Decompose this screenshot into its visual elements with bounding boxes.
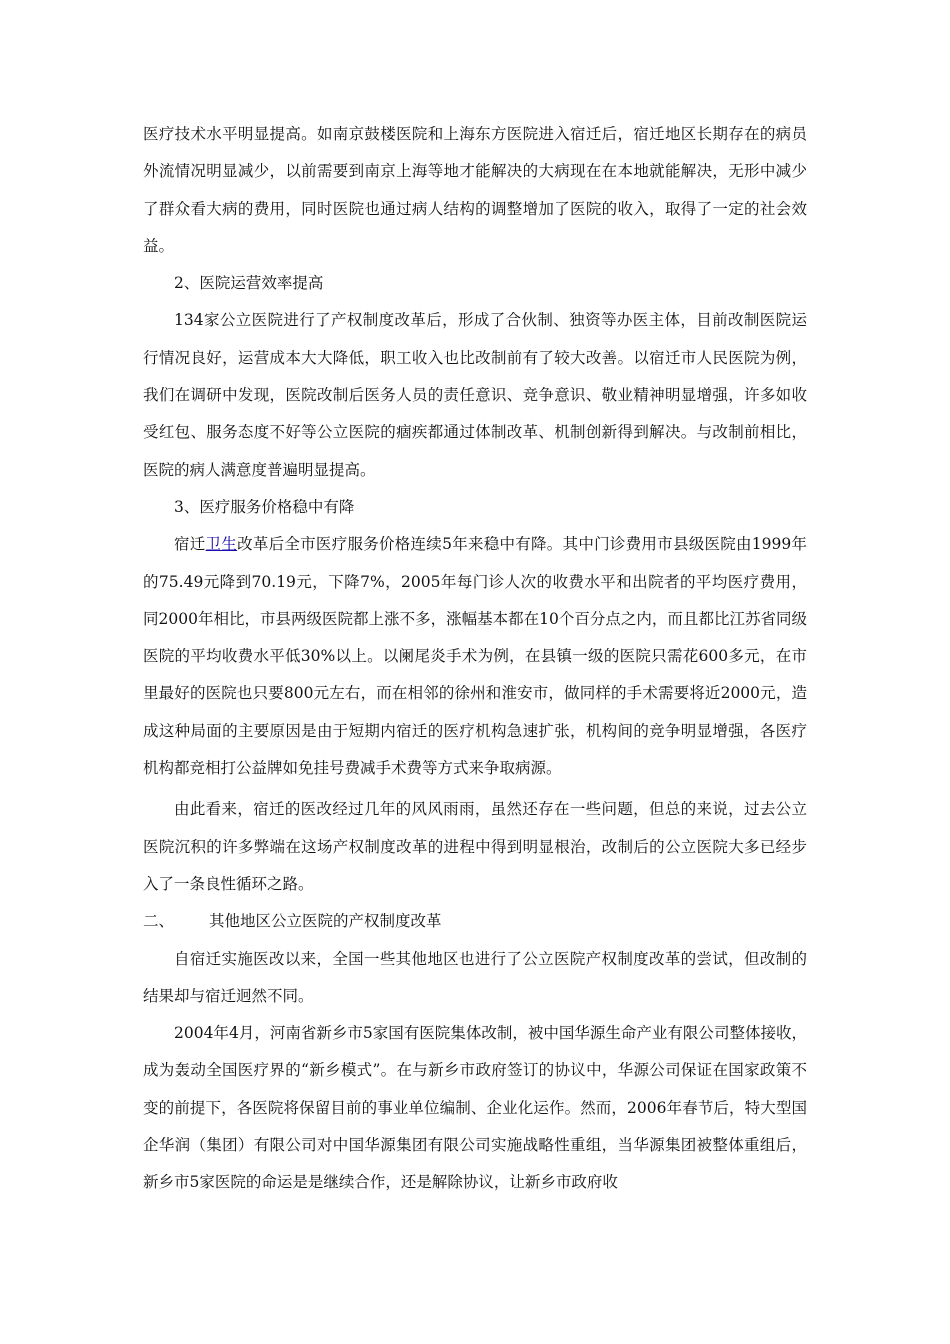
paragraph-other-regions: 自宿迁实施医改以来，全国一些其他地区也进行了公立医院产权制度改革的尝试，但改制的结果却与宿迁迥然不同。 bbox=[143, 949, 807, 1005]
price-prefix: 宿迁 bbox=[174, 535, 206, 554]
paragraph-xinxiang: 2004年4月，河南省新乡市5家国有医院集体改制，被中国华源生命产业有限公司整体接收，成为轰动全国医疗界的“新乡模式”。在与新乡市政府签订的协议中，华源公司保证在国家政策不变的前提下，各医院将保留目前的事业单位编制、企业化运作。然而，2006年春节后，特大型国企华润（集团）有限公司对中国华源集团有限公司实施战略性重组，当华源集团被整体重组后，新乡市5家医院的命运是是继续合作，还是解除协议，让新乡市政府收 bbox=[143, 1024, 807, 1192]
paragraph-price bbox=[143, 526, 807, 787]
price-rest: 改革后全市医疗服务价格连续5年来稳中有降。其中门诊费用市县级医院由1999年的75.49元降到70.19元，下降7%，2005年每门诊人次的收费水平和出院者的平均医疗费用，同2000年相比，市县两级医院都上涨不多，涨幅基本都在10个百分点之内，而且都比江苏省同级医院的平均收费水平低30%以上。以阑尾炎手术为例，在县镇一级的医院只需花600多元，在市里最好的医院也只要800元左右，而在相邻的徐州和淮安市，做同样的手术需要将近2000元，造成这种局面的主要原因是由于短期内宿迁的医疗机构急速扩张，机构间的竞争明显增强，各医疗机构都竞相打公益牌如免挂号费减手术费等方式来争取病源。 bbox=[143, 535, 807, 778]
subheading-efficiency: 2、医院运营效率提高 bbox=[174, 274, 324, 293]
health-link[interactable]: 卫生 bbox=[205, 535, 238, 554]
subheading-price: 3、医疗服务价格稳中有降 bbox=[174, 497, 355, 516]
paragraph-efficiency: 134家公立医院进行了产权制度改革后，形成了合伙制、独资等办医主体，目前改制医院运行情况良好，运营成本大大降低，职工收入也比改制前有了较大改善。以宿迁市人民医院为例，我们在调研中发现，医院改制后医务人员的责任意识、竞争意识、敬业精神明显增强，许多如收受红包、服务态度不好等公立医院的痼疾都通过体制改革、机制创新得到解决。与改制前相比，医院的病人满意度普遍明显提高。 bbox=[143, 311, 807, 479]
paragraph-medical-tech: 医疗技术水平明显提高。如南京鼓楼医院和上海东方医院进入宿迁后，宿迁地区长期存在的病员外流情况明显减少，以前需要到南京上海等地才能解决的大病现在在本地就能解决，无形中减少了群众看大病的费用，同时医院也通过病人结构的调整增加了医院的收入，取得了一定的社会效益。 bbox=[143, 125, 807, 255]
section-number: 二、 bbox=[143, 912, 175, 931]
paragraph-conclusion: 由此看来，宿迁的医改经过几年的风风雨雨，虽然还存在一些问题，但总的来说，过去公立医院沉积的许多弊端在这场产权制度改革的进程中得到明显根治，改制后的公立医院大多已经步入了一条良性循环之路。 bbox=[143, 800, 807, 893]
section-title: 其他地区公立医院的产权制度改革 bbox=[209, 912, 442, 931]
document-page bbox=[143, 116, 807, 1202]
section-heading bbox=[143, 903, 807, 940]
